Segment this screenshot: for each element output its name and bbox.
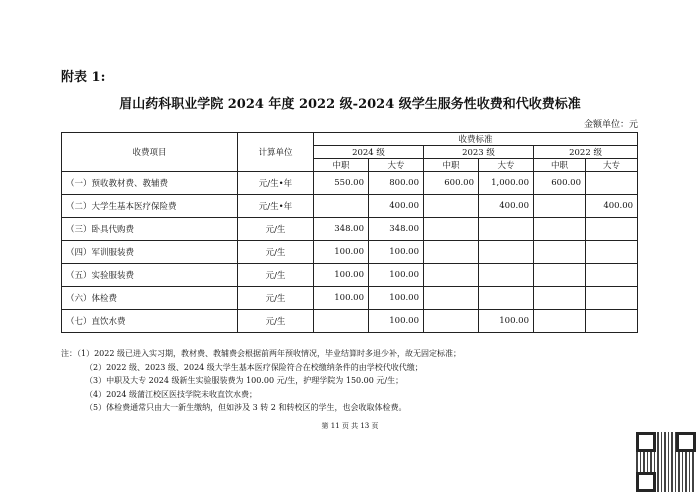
row-unit: 元/生 (238, 218, 314, 241)
header-level: 中职 (424, 159, 479, 172)
row-unit: 元/生 (238, 287, 314, 310)
row-value (424, 287, 479, 310)
row-value: 348.00 (369, 218, 424, 241)
row-value (586, 241, 638, 264)
table-row (62, 195, 638, 218)
note-line: （3）中职及大专 2024 级新生实验服装费为 100.00 元/生，护理学院为 150.00 元/生； (85, 376, 404, 386)
row-value: 100.00 (314, 287, 369, 310)
row-unit: 元/生•年 (238, 195, 314, 218)
header-level: 大专 (369, 159, 424, 172)
row-value (586, 310, 638, 333)
row-value (424, 264, 479, 287)
row-value: 100.00 (369, 310, 424, 333)
header-level: 大专 (479, 159, 534, 172)
row-value: 1,000.00 (479, 172, 534, 195)
row-value (479, 264, 534, 287)
row-value (424, 218, 479, 241)
row-unit: 元/生 (238, 241, 314, 264)
header-level: 大专 (586, 159, 638, 172)
row-value: 550.00 (314, 172, 369, 195)
header-year: 2024 级 (314, 146, 424, 159)
row-value: 100.00 (479, 310, 534, 333)
attachment-label: 附表 1: (61, 70, 106, 85)
page-number: 第 11 页 共 13 页 (321, 422, 379, 430)
row-item: （一）预收教材费、教辅费 (62, 172, 238, 195)
notes (61, 347, 461, 415)
row-value (586, 218, 638, 241)
table-row (62, 241, 638, 264)
row-item: （五）实验服装费 (62, 264, 238, 287)
notes-prefix: 注： (61, 349, 77, 358)
row-value (586, 172, 638, 195)
row-value (534, 264, 586, 287)
row-item: （二）大学生基本医疗保险费 (62, 195, 238, 218)
document-title: 眉山药科职业学院 2024 年度 2022 级-2024 级学生服务性收费和代收费标准 (119, 97, 581, 112)
fee-table (61, 132, 638, 333)
row-item: （七）直饮水费 (62, 310, 238, 333)
header-level: 中职 (534, 159, 586, 172)
row-unit: 元/生 (238, 310, 314, 333)
header-year: 2023 级 (424, 146, 534, 159)
row-value (424, 195, 479, 218)
row-value: 400.00 (369, 195, 424, 218)
note-line: 注：（1）2022 级已进入实习期，教材费、教辅费会根据前两年预收情况，毕业结算时多退少补，故无固定标准； (61, 349, 461, 358)
row-value: 100.00 (369, 264, 424, 287)
row-value (534, 241, 586, 264)
qr-code-icon (636, 432, 696, 492)
row-value: 100.00 (369, 241, 424, 264)
row-unit: 元/生•年 (238, 172, 314, 195)
row-value (424, 310, 479, 333)
row-value (479, 218, 534, 241)
row-value: 100.00 (314, 241, 369, 264)
header-standard: 收费标准 (314, 133, 638, 146)
table-row (62, 172, 638, 195)
row-value (314, 310, 369, 333)
header-item: 收费项目 (62, 133, 238, 172)
row-value (534, 218, 586, 241)
row-value: 800.00 (369, 172, 424, 195)
row-value: 100.00 (314, 264, 369, 287)
row-value: 100.00 (369, 287, 424, 310)
row-value (424, 241, 479, 264)
row-value (586, 287, 638, 310)
row-unit: 元/生 (238, 264, 314, 287)
row-item: （六）体检费 (62, 287, 238, 310)
note-line: （4）2024 级蒲江校区医技学院未收直饮水费； (85, 389, 257, 399)
note-line: （5）体检费通常只由大一新生缴纳，但如涉及 3 转 2 和转校区的学生，也会收取体检费。 (85, 403, 407, 413)
row-value: 600.00 (534, 172, 586, 195)
row-value: 348.00 (314, 218, 369, 241)
table-row (62, 287, 638, 310)
row-value: 400.00 (586, 195, 638, 218)
row-value (534, 310, 586, 333)
row-value (534, 287, 586, 310)
row-item: （三）卧具代购费 (62, 218, 238, 241)
header-unit: 计算单位 (238, 133, 314, 172)
row-value (479, 287, 534, 310)
row-value (586, 264, 638, 287)
header-level: 中职 (314, 159, 369, 172)
row-value: 400.00 (479, 195, 534, 218)
row-value (479, 241, 534, 264)
amount-unit: 金额单位：元 (583, 120, 638, 130)
row-value (314, 195, 369, 218)
header-year: 2022 级 (534, 146, 638, 159)
row-value (534, 195, 586, 218)
table-row (62, 218, 638, 241)
row-item: （四）军训服装费 (62, 241, 238, 264)
note-line: （2）2022 级、2023 级、2024 级大学生基本医疗保险符合在校缴纳条件的由学校代收代缴； (85, 362, 423, 372)
table-row (62, 310, 638, 333)
table-row (62, 264, 638, 287)
row-value: 600.00 (424, 172, 479, 195)
